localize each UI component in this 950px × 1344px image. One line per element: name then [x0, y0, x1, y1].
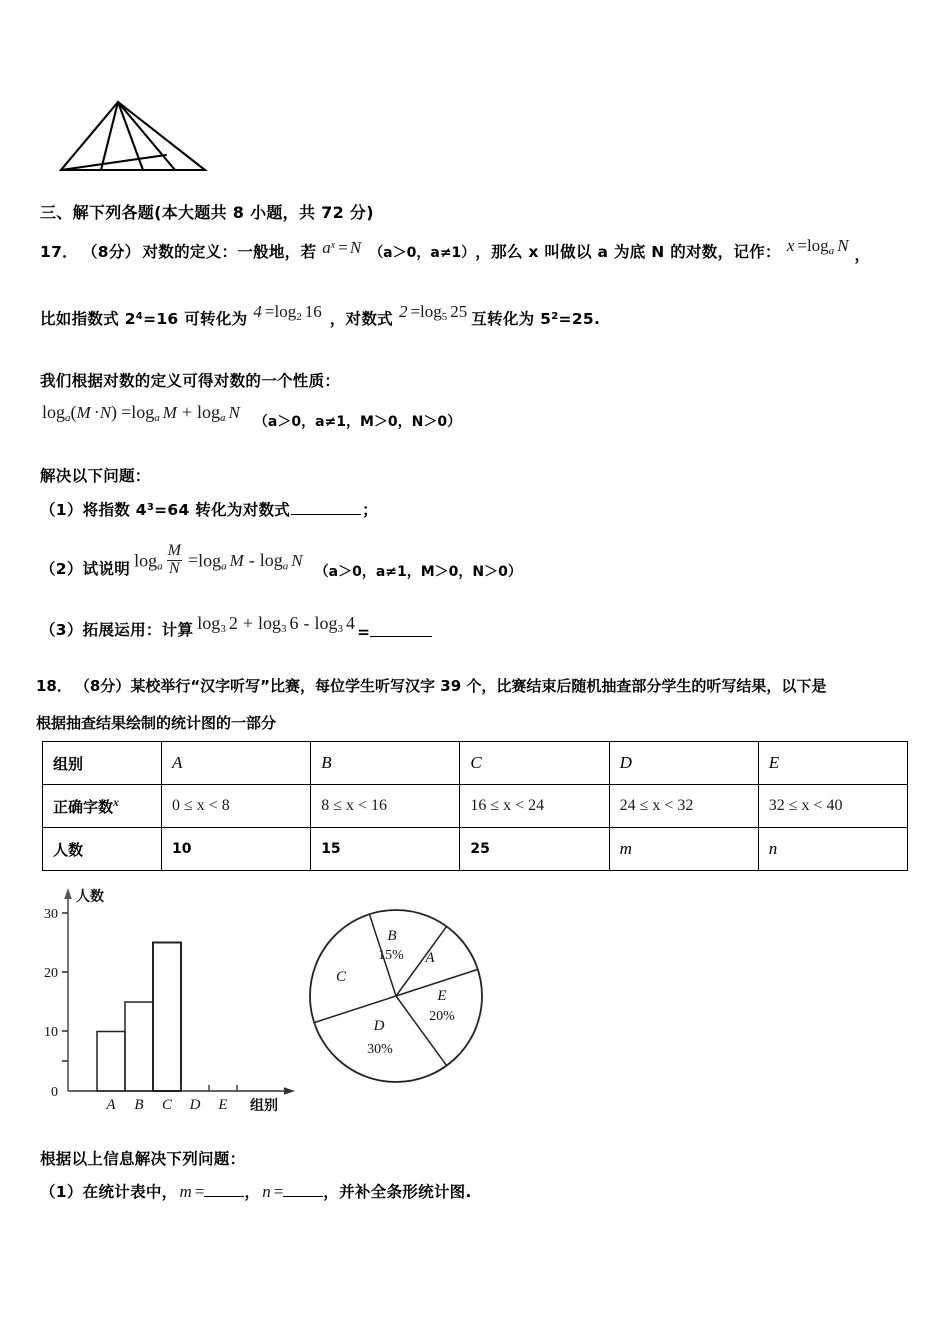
problem-17-intro-1: 对数的定义：一般地，若	[142, 243, 317, 261]
problem-17-line2-end: =25.	[558, 310, 601, 328]
pie-label-c: C	[335, 969, 347, 985]
problem-17-q2-lead: （2）试说明	[40, 560, 131, 579]
problem-17-marks: （8分）	[81, 243, 141, 261]
table-cell-range-b: 8 ≤ x < 16	[311, 785, 460, 828]
table-header-people-count: 人数	[43, 828, 162, 871]
table-cell-range-c: 16 ≤ x < 24	[460, 785, 609, 828]
table-cell-count-c: 25	[460, 828, 609, 871]
table-header-group: 组别	[43, 742, 162, 785]
pie-divider-de	[396, 996, 447, 1066]
problem-18-followup-lead: 根据以上信息解决下列问题：	[40, 1150, 246, 1168]
pie-percent-d: 30%	[367, 1042, 393, 1057]
table-cell-count-b: 15	[311, 828, 460, 871]
problem-17-solve-lead: 解决以下问题：	[40, 467, 151, 485]
table-cell-group-a: A	[162, 742, 311, 785]
problem-17-comma: ，	[854, 246, 871, 264]
variable-m: m	[179, 1182, 192, 1201]
pie-percent-b: 15%	[378, 948, 404, 963]
table-cell-count-a: 10	[162, 828, 311, 871]
problem-17-condition-3: （a＞0，a≠1，M＞0，N＞0）	[314, 564, 522, 581]
problem-17-q1-pre: （1）将指数 4	[40, 501, 147, 519]
formula-log-definition: $x =\log_a$ N	[786, 236, 849, 257]
table-cell-group-c: C	[460, 742, 609, 785]
problem-17-q1	[40, 498, 378, 520]
problem-18-q1-end: ，并补全条形统计图.	[323, 1183, 472, 1201]
table-row-count	[43, 828, 908, 871]
problem-18-q1-eq2: =	[273, 1182, 284, 1201]
problem-17-q1-exp: 3	[146, 502, 155, 513]
problem-18-q1-sep: ，	[244, 1183, 261, 1201]
answer-blank-18-n[interactable]	[283, 1182, 323, 1197]
bar-xtick-a: A	[106, 1097, 116, 1113]
table-cell-group-d: D	[609, 742, 758, 785]
answer-blank-18-m[interactable]	[204, 1182, 244, 1197]
table-cell-range-e: 32 ≤ x < 40	[758, 785, 907, 828]
table-cell-count-d: m	[609, 828, 758, 871]
triangle-figure	[58, 98, 208, 180]
pie-chart	[296, 896, 496, 1096]
problem-18-line-2: 根据抽查结果绘制的统计图的一部分	[36, 714, 277, 732]
table-cell-range-d: 24 ≤ x < 32	[609, 785, 758, 828]
bar-ytick-0: 0	[51, 1085, 58, 1100]
problem-17-line2-post-exp: 2	[551, 311, 559, 322]
bar-x-axis-label: 组别	[250, 1098, 278, 1114]
problem-18-q1-eq1: =	[194, 1182, 205, 1201]
bar-group-b	[125, 1002, 153, 1091]
fraction-m-over-n: $\frac{M}{N}$	[167, 542, 181, 577]
bar-xtick-c: C	[161, 1097, 173, 1113]
bar-ytick-30: 30	[44, 907, 58, 922]
table-row-group	[43, 742, 908, 785]
problem-17-condition-1: （a＞0，a≠1）	[369, 245, 476, 261]
problem-17-q1-end: ；	[362, 501, 378, 519]
problem-17-number: 17．	[40, 243, 78, 261]
answer-blank-17-1[interactable]	[291, 500, 361, 515]
answer-blank-17-3[interactable]	[370, 622, 432, 637]
formula-2-equals-log5-25: $2 =\log_5$ 25	[398, 302, 468, 323]
pie-percent-e: 20%	[429, 1009, 455, 1024]
problem-18-q1	[40, 1180, 472, 1202]
problem-18-line-1	[36, 675, 826, 696]
problem-17-line-1	[40, 236, 871, 264]
formula-log-product-row	[42, 402, 462, 430]
formula-log-product: $\log_a(M \cdot N) =\log_a$ $M + \log_a N$	[42, 402, 240, 424]
problem-17-intro-2: ，那么 x 叫做以 a 为底 N 的对数，记作：	[475, 243, 781, 261]
bar-group-a	[97, 1032, 125, 1092]
problem-17-line-2	[40, 302, 601, 330]
pie-label-e: E	[437, 988, 447, 1004]
problem-18-number: 18．	[36, 677, 72, 695]
problem-17-line2-pre: 比如指数式 2	[40, 310, 136, 328]
problem-17-line2-post: 互转化为 5	[471, 310, 552, 328]
bar-chart	[40, 880, 310, 1120]
table-cell-count-e: n	[758, 828, 907, 871]
formula-log-quotient: $\log_a$ $\frac{M}{N}$ $=\log_a$ M - $\log_a N$	[134, 542, 303, 577]
table-header-correct-count: 正确字数$^x$	[43, 785, 162, 828]
bar-y-axis-label: 人数	[76, 889, 104, 905]
problem-17-line2-mid: =16 可转化为	[143, 310, 248, 328]
problem-18-q1-pre: （1）在统计表中，	[40, 1183, 178, 1201]
table-row-range	[43, 785, 908, 828]
bar-group-c	[153, 943, 181, 1092]
problem-17-q3-lead: （3）拓展运用：计算	[40, 621, 194, 639]
formula-log3-computation: $\log_3 2 + \log_3 6 - \log_3 4$	[197, 613, 355, 635]
problem-17-q1-post: =64 转化为对数式	[154, 501, 291, 519]
formula-a-pow-x: $a^x = N$	[322, 238, 362, 257]
variable-n: n	[262, 1182, 271, 1201]
table-cell-range-a: 0 ≤ x < 8	[162, 785, 311, 828]
formula-4-equals-log2-16: $4 =\log_2$ 16	[253, 302, 322, 323]
table-cell-group-b: B	[311, 742, 460, 785]
problem-17-condition-2: （a＞0，a≠1，M＞0，N＞0）	[253, 414, 462, 430]
problem-17-line2-exp: 4	[135, 311, 144, 322]
pie-label-d: D	[373, 1018, 385, 1034]
problem-17-q3	[40, 612, 432, 641]
section-heading: 三、解下列各题(本大题共 8 小题，共 72 分)	[40, 203, 374, 222]
pie-label-b: B	[387, 928, 397, 944]
bar-xtick-e: E	[218, 1097, 228, 1113]
table-cell-group-e: E	[758, 742, 907, 785]
table-header-variable-x: x	[113, 795, 120, 809]
problem-17-property-lead: 我们根据对数的定义可得对数的一个性质：	[40, 372, 341, 390]
problem-17-line2-sep: ，对数式	[329, 310, 393, 328]
bar-xtick-d: D	[189, 1097, 201, 1113]
bar-ytick-10: 10	[44, 1025, 58, 1040]
problem-18-text-line1: 某校举行“汉字听写”比赛，每位学生听写汉字 39 个，比赛结束后随机抽查部分学生的听写结果，以下是	[130, 677, 827, 695]
problem-17-q3-eq: =	[357, 623, 371, 641]
problem-18-marks: （8分）	[74, 677, 131, 695]
bar-xtick-b: B	[134, 1097, 144, 1113]
statistics-table	[42, 741, 908, 871]
bar-ytick-20: 20	[44, 966, 58, 981]
problem-17-q2	[40, 542, 522, 581]
pie-label-a: A	[425, 950, 435, 966]
